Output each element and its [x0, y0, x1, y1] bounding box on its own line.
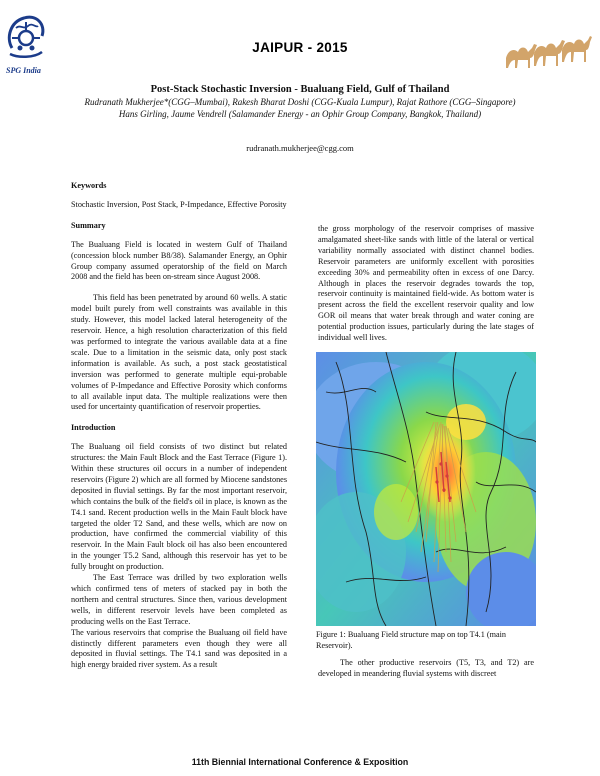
reservoir-paragraph: The other productive reservoirs (T5, T3, and T2) are developed in meandering fluvial systems with discreet [318, 658, 534, 678]
structure-map-figure [316, 352, 536, 626]
paper-title: Post-Stack Stochastic Inversion - Bualuang Field, Gulf of Thailand [150, 84, 450, 95]
right-column-text [318, 224, 534, 354]
conference-title: JAIPUR - 2015 [252, 40, 348, 55]
structure-map-image [316, 352, 536, 626]
author-email[interactable]: rudranath.mukherjee@cgg.com [246, 143, 354, 153]
camels-icon [504, 28, 592, 70]
introduction-paragraph: The various reservoirs that comprise the Bualuang oil field have distinctly different parameters even though they were all deposited in fluvial settings. The T4.1 sand was deposited in a high energy braided river system. As a result [71, 627, 287, 670]
reservoir-paragraph: the gross morphology of the reservoir comprises of massive amalgamated sheet-like sands with little of the lateral or vertical variability normally associated with distinct channel bodies. Reservoir parameters are uniformly excellent with porosities exceeding 30% and permeability often in excess of one Darcy. Although in places the reservoir degrades towards the top, reservoir continuity is maintained field-wide. As bottom water is present across the field the excellent reservoir quality and low GOR oil means that water break through and water coning are potential production issues, particularly during the late stages of individual well lives. [318, 224, 534, 343]
keywords-heading: Keywords [71, 181, 107, 190]
introduction-paragraph: The Bualuang oil field consists of two distinct but related structures: the Main Fault Block and the East Terrace (Figure 1). Within these structures oil occurs in a number of independent reservoirs (Figure 2) which are all formed by Miocene sandstones deposited in fluvial settings. By far the most important reservoir, which contains the bulk of the field's oil in place, is known as the T4.1 sand. Recent production wells in the Main Fault block have targeted the older T2 Sand, and these wells, which are now on production, have confirmed the commercial viability of this reservoir. In the Main Fault block oil has also been encountered in the younger T5.2 Sand, although this reservoir has yet to be fully brought on production. [71, 442, 287, 572]
keywords-text: Stochastic Inversion, Post Stack, P-Impedance, Effective Porosity [71, 199, 287, 209]
authors-line: Hans Girling, Jaume Vendrell (Salamander Energy - an Ophir Group Company, Bangkok, Thailand) [118, 108, 482, 119]
summary-heading: Summary [71, 220, 106, 230]
summary-paragraph: This field has been penetrated by around 60 wells. A static model built purely from well constraints was available in this study. However, this model lacked lateral heterogeneity of the reservoir. Hence, a high resolution characterization of this field was performed to integrate the various available data at a fine scale. Due to a limitation in the seismic data, only post stack information is available. As such, a post stack geostatistical inversion was performed to generate multiple equi-probable volumes of P-Impedance and Effective Porosity which conforms to all available input data. The multiple realizations were then used for uncertainty quantification of reservoir properties. [71, 293, 287, 412]
footer-conference: 11th Biennial International Conference & Exposition [191, 757, 409, 767]
introduction-paragraph: The East Terrace was drilled by two exploration wells which confirmed tens of meters of stacked pay in both the northern and central structures. Since then, various development wells, in different reservoir levels have been completed as producing wells on the East Terrace. [71, 573, 287, 626]
introduction-heading: Introduction [71, 423, 116, 433]
figure-caption: Figure 1: Bualuang Field structure map on top T4.1 (main Reservoir). [316, 630, 506, 650]
summary-paragraph: The Bualuang Field is located in western Gulf of Thailand (concession block number B8/38). Salamander Energy, an Ophir Group company assumed operatorship of the field on March 2008 and the field has been on-stream since August 2008. [71, 239, 287, 282]
right-column-continuation [318, 658, 534, 690]
authors-line: Rudranath Mukherjee*(CGG–Mumbai), Rakesh Bharat Doshi (CGG-Kuala Lumpur), Rajat Rathore (CGG–Singapore) [84, 97, 516, 107]
spg-logo-icon [4, 8, 48, 64]
left-column [71, 181, 287, 671]
logo-caption: SPG India [6, 66, 41, 75]
author-list [66, 97, 534, 120]
